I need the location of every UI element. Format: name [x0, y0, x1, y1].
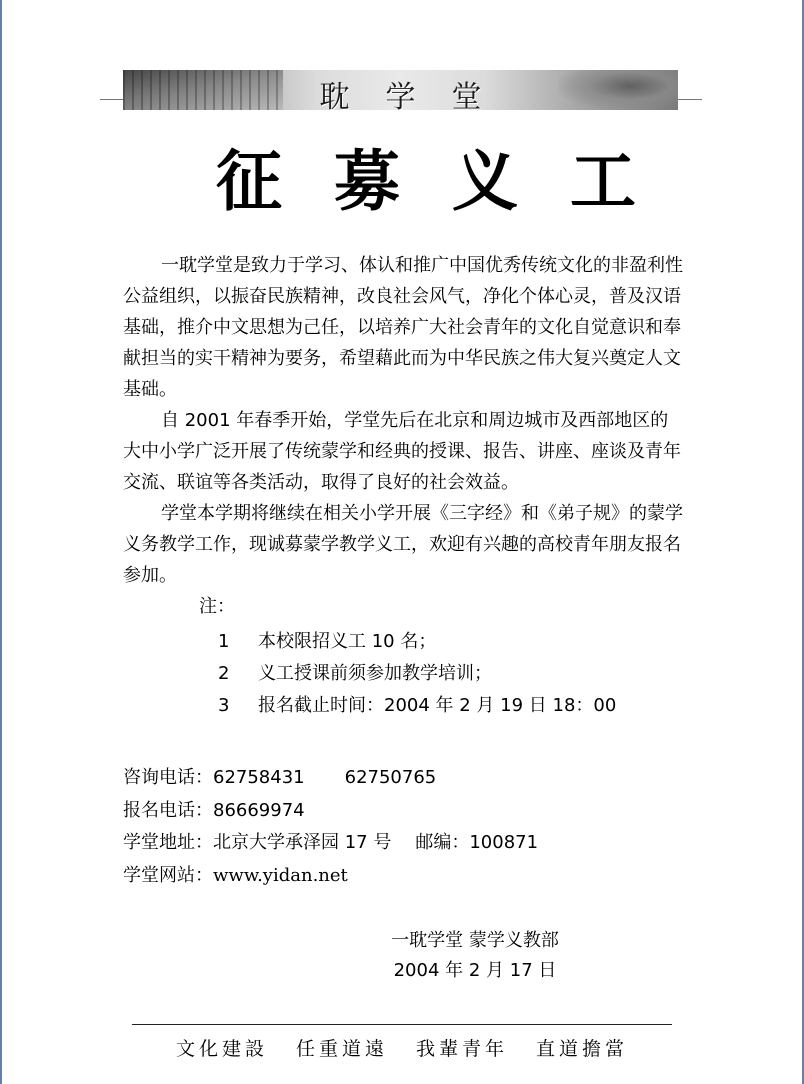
body-text [123, 250, 683, 722]
consult-phone-2: 62750765 [344, 767, 437, 788]
address: 北京大学承泽园 17 号 [213, 832, 392, 853]
note-number: 1 [218, 631, 230, 652]
signup-phone-line [123, 795, 683, 828]
note-item [123, 690, 683, 722]
notes-list [123, 626, 683, 722]
signoff [380, 926, 570, 986]
signoff-date: 2004 年 2 月 17 日 [393, 960, 557, 981]
note-item [123, 658, 683, 690]
page-border-left [0, 0, 2, 1084]
note-text: 本校限招义工 10 名； [258, 631, 437, 652]
website-line [123, 860, 683, 893]
note-number: 2 [218, 663, 230, 684]
postcode: 100871 [469, 832, 539, 853]
signoff-org: 一耽学堂 蒙学义教部 [391, 930, 559, 951]
postcode-label: 邮编： [415, 832, 470, 853]
banner-title: 耽学堂 [319, 80, 518, 110]
address-line [123, 827, 683, 860]
header-rule-right [678, 99, 702, 100]
page-title: 征募义工 [216, 142, 688, 220]
consult-phone-label: 咨询电话： [123, 767, 213, 788]
signup-phone-label: 报名电话： [123, 799, 213, 821]
consult-phone-1: 62758431 [213, 767, 305, 788]
paragraph-recruitment: 学堂本学期将继续在相关小学开展《三字经》和《弟子规》的蒙学义务教学工作，现诚募蒙学教学义工，欢迎有兴趣的高校青年朋友报名参加。 [123, 503, 683, 586]
paragraph-history: 自 2001 年春季开始，学堂先后在北京和周边城市及西部地区的大中小学广泛开展了传统蒙学和经典的授课、报告、讲座、座谈及青年交流、联谊等各类活动，取得了良好的社会效益。 [123, 410, 681, 493]
note-number: 3 [218, 695, 230, 716]
address-label: 学堂地址： [123, 832, 213, 853]
header-rule-left [100, 99, 124, 100]
header-banner [123, 70, 678, 110]
contact-info [123, 762, 683, 892]
note-text: 义工授课前须参加教学培训； [258, 663, 492, 684]
website-label: 学堂网站： [123, 864, 213, 886]
note-item [123, 626, 683, 658]
note-text: 报名截止时间：2004 年 2 月 19 日 18：00 [258, 695, 617, 716]
signup-phone: 86669974 [213, 799, 305, 821]
footer-slogan: 文化建設 任重道遠 我輩青年 直道擔當 [175, 1038, 629, 1060]
paragraph-intro: 一耽学堂是致力于学习、体认和推广中国优秀传统文化的非盈利性公益组织，以振奋民族精神，改良社会风气，净化个体心灵，普及汉语基础，推介中文思想为己任，以培养广大社会青年的文化自觉意识和奉献担当的实干精神为要务，希望藉此而为中华民族之伟大复兴奠定人文基础。 [123, 255, 683, 400]
consult-phone-line [123, 762, 683, 795]
website-link[interactable]: www.yidan.net [213, 864, 348, 886]
footer-rule [132, 1024, 672, 1025]
notes-label: 注： [199, 596, 235, 617]
